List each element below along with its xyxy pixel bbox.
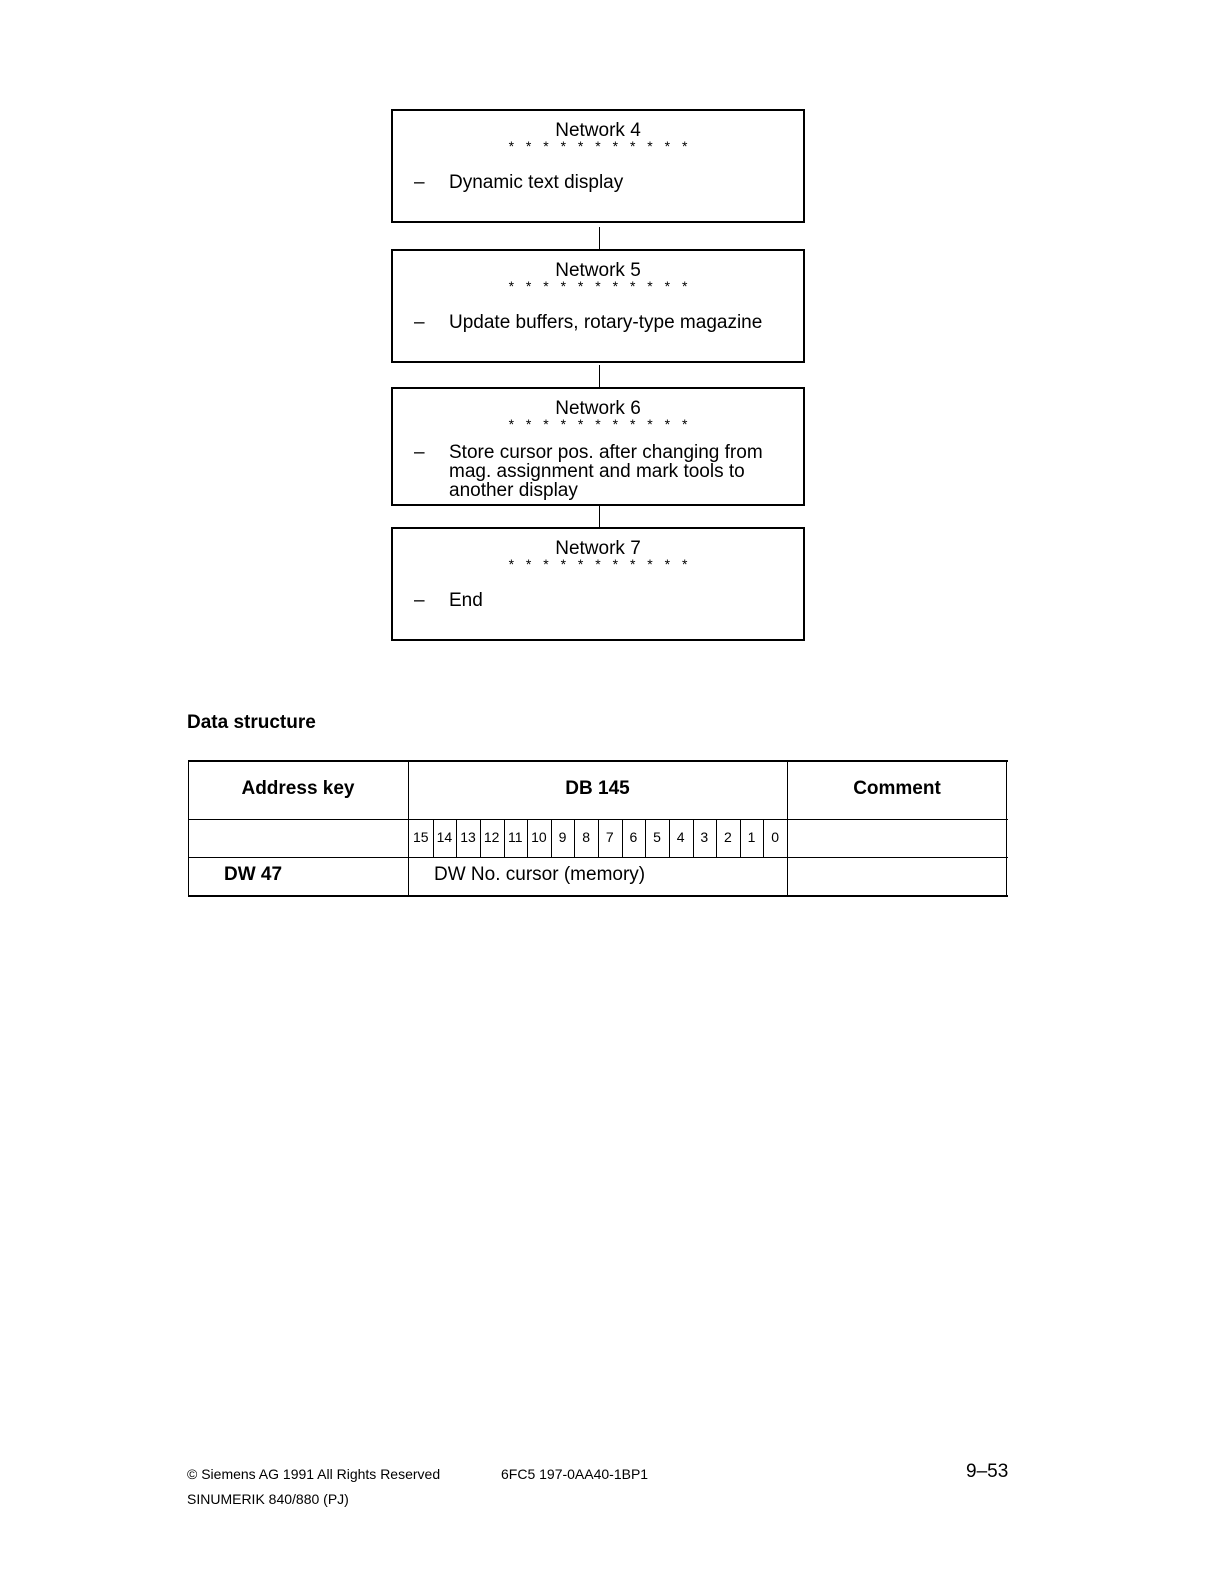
bit-number: 14 bbox=[436, 829, 453, 845]
bit-number: 3 bbox=[700, 829, 709, 845]
network-description bbox=[449, 173, 793, 192]
section-heading: Data structure bbox=[187, 712, 316, 733]
network-description bbox=[449, 591, 793, 610]
network-description bbox=[449, 313, 793, 332]
network-stars: * * * * * * * * * * * bbox=[508, 556, 692, 572]
table-rule bbox=[188, 857, 1008, 858]
description-line: another display bbox=[449, 480, 578, 501]
network-title: Network 6 bbox=[555, 398, 641, 419]
table-row-address: DW 47 bbox=[224, 864, 283, 885]
header-address-key: Address key bbox=[241, 778, 355, 799]
bit-number: 9 bbox=[558, 829, 567, 845]
bit-number: 2 bbox=[724, 829, 732, 845]
description-line: Dynamic text display bbox=[449, 172, 624, 193]
description-line: mag. assignment and mark tools to bbox=[449, 461, 745, 482]
network-title: Network 7 bbox=[555, 538, 641, 559]
footer-page-number: 9–53 bbox=[966, 1461, 1009, 1482]
network-title: Network 5 bbox=[555, 260, 641, 281]
bit-number: 8 bbox=[582, 829, 591, 845]
bullet-dash: – bbox=[414, 590, 425, 611]
network-description bbox=[449, 443, 793, 500]
network-stars: * * * * * * * * * * * bbox=[508, 278, 692, 294]
footer-order-number: 6FC5 197-0AA40-1BP1 bbox=[501, 1466, 649, 1482]
bit-number: 1 bbox=[747, 829, 756, 845]
bullet-dash: – bbox=[414, 312, 425, 333]
table-rule bbox=[188, 760, 1008, 762]
bullet-dash: – bbox=[414, 172, 425, 193]
bit-number: 12 bbox=[483, 829, 500, 845]
connector-line bbox=[599, 365, 600, 387]
network-title: Network 4 bbox=[555, 120, 641, 141]
bit-number: 15 bbox=[413, 829, 429, 845]
description-line: End bbox=[449, 590, 483, 611]
network-stars: * * * * * * * * * * * bbox=[508, 416, 692, 432]
bit-number: 10 bbox=[531, 829, 547, 845]
bit-number: 0 bbox=[771, 829, 780, 845]
table-row-content: DW No. cursor (memory) bbox=[434, 864, 646, 885]
bit-number: 5 bbox=[653, 829, 661, 845]
bit-number: 13 bbox=[460, 829, 476, 845]
network-box-7 bbox=[391, 527, 805, 641]
bit-number: 4 bbox=[676, 829, 685, 845]
network-stars: * * * * * * * * * * * bbox=[508, 138, 692, 154]
table-rule bbox=[188, 895, 1008, 897]
header-db: DB 145 bbox=[565, 778, 630, 799]
header-comment: Comment bbox=[853, 778, 941, 799]
bullet-dash: – bbox=[414, 442, 425, 463]
footer-copyright: © Siemens AG 1991 All Rights Reserved bbox=[187, 1466, 441, 1482]
network-box-4 bbox=[391, 109, 805, 223]
description-line: Store cursor pos. after changing from bbox=[449, 442, 763, 463]
bit-number: 7 bbox=[605, 829, 614, 845]
footer-product: SINUMERIK 840/880 (PJ) bbox=[187, 1491, 349, 1507]
network-box-5 bbox=[391, 249, 805, 363]
connector-line bbox=[599, 227, 600, 249]
bit-number: 11 bbox=[508, 829, 523, 845]
network-box-6 bbox=[391, 387, 805, 506]
connector-line bbox=[599, 506, 600, 527]
bit-number: 6 bbox=[629, 829, 638, 845]
description-line: Update buffers, rotary-type magazine bbox=[449, 312, 763, 333]
